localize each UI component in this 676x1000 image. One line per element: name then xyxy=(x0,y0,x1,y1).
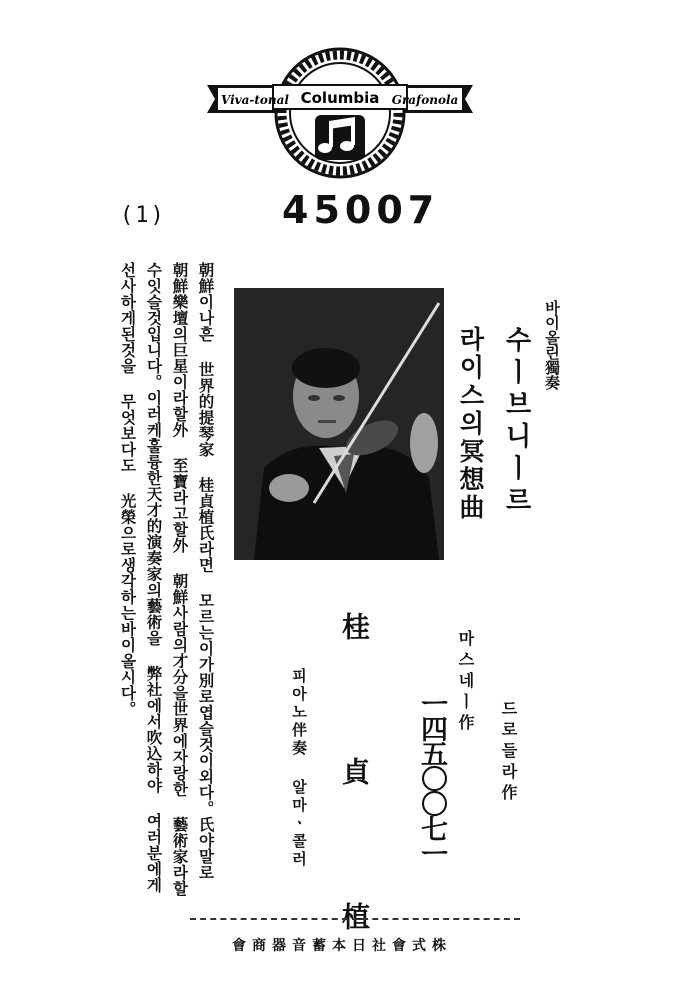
genre-label: 바이올린獨奏 xyxy=(543,300,561,390)
piece-title: 라이스의冥想曲 xyxy=(456,326,485,522)
accompaniment-credit: 피아노伴奏 알마ㆍ콜러 xyxy=(290,668,308,869)
credit-massenet: 마스네ㅣ作 xyxy=(456,630,475,735)
logo-right-text: Grafonola xyxy=(391,93,459,107)
body-column-2: 朝鮮樂壇의巨星이라할外 至寶라고할外 朝鮮사람의才分을世界에자랑한 藝術家라할 xyxy=(170,262,190,897)
side-number: ㅡ四五〇〇七ㅡ xyxy=(416,690,447,865)
logo-left-text: Viva-tonal xyxy=(221,93,289,107)
footer-divider xyxy=(190,918,520,920)
company-footer: 會商器音蓄本日社會式株 xyxy=(232,938,452,954)
label-number: (1) xyxy=(120,203,166,228)
body-column-1: 朝鮮이나흔 世界的提琴家 桂貞植氏라면 모르는이가別로엽슬것이외다。氏야말로 xyxy=(196,262,216,881)
violinist-photo xyxy=(234,288,444,560)
performer-name: 桂 貞 植 xyxy=(338,612,371,972)
logo-center-text: Columbia xyxy=(300,89,380,107)
catalog-number: 45007 xyxy=(282,188,440,232)
body-column-4: 선사하게된것을 무엇보다도 光榮으로생각하는바이올시다。 xyxy=(118,262,138,717)
title-composer-line: 수ㅣ브니ㅣ르 xyxy=(501,326,531,518)
credit-drdla: 드로들라作 xyxy=(499,700,518,805)
music-note-icon xyxy=(315,115,365,160)
body-column-3: 수잇슬것입니다。이러케훌륭한天才的演奏家의藝術을 弊社에서吹込하야 여러분에게 xyxy=(144,262,164,893)
columbia-logo xyxy=(205,45,475,180)
